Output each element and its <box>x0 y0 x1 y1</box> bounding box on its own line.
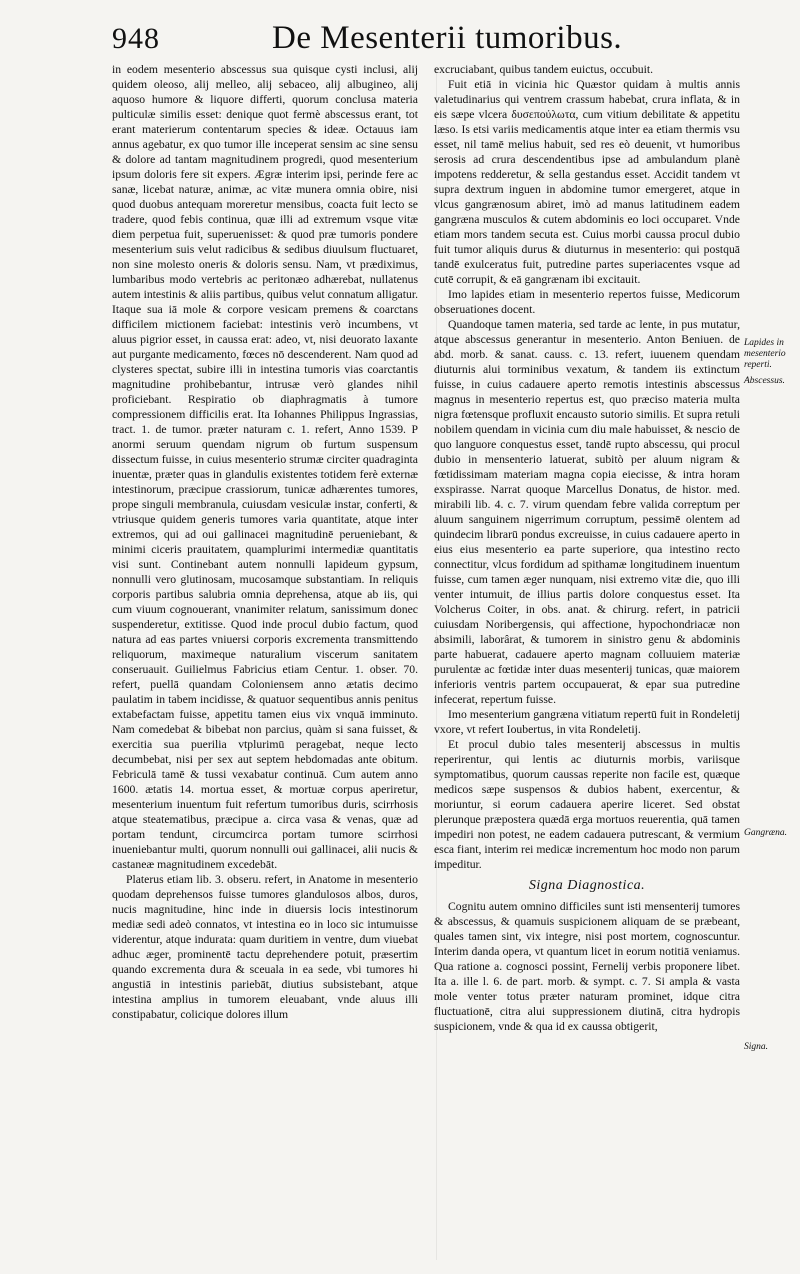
paragraph: Imo lapides etiam in mesenterio repertos fuisse, Medicorum obseruationes docent. <box>434 288 740 316</box>
right-column <box>434 62 740 1034</box>
margin-note-abscessus: Abscessus. <box>744 376 785 386</box>
page-number: 948 <box>112 22 160 55</box>
paragraph: Cognitu autem omnino difficiles sunt isti mensenterij tumores & abscessus, & quamuis suspicionem aliquam de se præbeant, quales tamen sint, vix integre, nisi post mortem, cognoscuntur. Interim danda opera, vt quantum licet in eorum notitiā veniamus. Qua ratione a. cognosci possint, Fernelij verbis proponere libet. Ita a. ille l. 6. de part. morb. & sympt. c. 7. Si ampla & vasta mole venter totus præter naturam prominet, idque citra fluctuationē, citra alui suppressionem diutinā, citra hydropis suspicionem, vnde & qua id ex caussa obtigerit, <box>434 900 740 1033</box>
paragraph: Quandoque tamen materia, sed tarde ac lente, in pus mutatur, atque abscessus generantur in mesenterio. Anton Beniuen. de abd. morb. & sanat. causs. c. 13. refert, iuuenem quendam diuturnis alui torminibus vexatum, & tandem iis extinctum fuisse, in cuius cadauere aperto remotis intestinis abscessus magnus in mesenterio repertus est, quo præciso materia multa nigra fœtensque profluxit encausto sutorio similis. Et supra retuli nobilem quendam in vicinia cum diu male habuisset, & nescio de quo languore conquestus esset, tandē rupto abscessu, qui procul dubio in mensenterio latuerat, subitò per aluum nigram & fœtidissimam materiam magna copia eiecisse, & intra horam exspirasse. Narrat quoque Marcellus Donatus, de histor. med. mirabili lib. 4. c. 7. virum quendam febre valida correptum per aluum sanguinem nigerrimum corruptum, pessimē olentem ad quindecim librarū pondus excreuisse, in cuius cadauere aperto in eius eius mesenterio ea parte superiore, qua intestino recto connectitur, vlcus fordidum ad spithamæ longitudinem inuentum fuisse, cum tamen æger nunquam, nisi extremo vitæ die, quo illi venter intumuit, de illius partis dolore conquestus esset. Ita Volcherus Coiter, in obs. anat. & chirurg. refert, in patricii cuiusdam Noribergensis, qui affectione, hypochondriacæ non absimili, laborârat, & tumorem in sinistro genu & abdominis parte habuerat, cadauere aperto magnam colluuiem materiæ purulentæ ac fœtidæ inter duas mesenterij tunicas, quæ maiorem inferioris ventris partem occupauerat, & epar sua putredine infecerat, repertum fuisse. <box>434 318 740 706</box>
section-heading: Signa Diagnostica. <box>528 878 646 893</box>
margin-note-gangraena: Gangræna. <box>744 828 788 838</box>
left-column <box>112 62 418 1022</box>
margin-notes <box>744 0 800 1274</box>
paragraph: Imo mesenterium gangræna vitiatum repertū fuit in Rondeletij vxore, vt refert Ioubertus, in vita Rondeletij. <box>434 708 740 736</box>
page-header <box>112 14 648 60</box>
paragraph: Platerus etiam lib. 3. obseru. refert, in Anatome in mesenterio quodam deprehensos fuisse tumores glandulosos albos, duros, nucis magnitudine, hinc inde in diuersis locis intestinorum mediæ sedi adeò connatos, vt intestina eo in loco sic intumuisse viderentur, atque indurata: quam duritiem in ventre, dum viuebat adhuc æger, prominentē tactu deprehendere potuit, præsertim quando excrementa dura & sceuala in ea sede, vbi tumores hi angustiā in intestinis pariebāt, diutius subsistebant, atque intestina amplius in tumorem eleuabant, vnde aluus illi constipabatur, colicique dolores illum <box>112 873 418 1021</box>
paragraph: in eodem mesenterio abscessus sua quisque cysti inclusi, alij quidem oleoso, alij melleo, alij sebaceo, alij albugineo, alij aquoso humore & liquore differti, quorum conclusa materia pulticulæ similis esset: denique quot fermè abscessus erant, tot erant materierum contentarum species & ideæ. Octauus iam annus agebatur, ex quo tumor ille inceperat sensim ac sine sensu & dolore ad tantam magnitudinem progredi, quod mesenterium ipsum doloris fere sit expers. Ægræ interim ipsi, perinde fere ac sanæ, licebat naturæ, animæ, ac vitæ munera omnia obire, nisi quod duobus antequam moreretur mensibus, coacta fuit lecto se tradere, quod febis continua, quæ illi ad extremum vsque vitæ diem perpetua fuit, superuenisset: & quod præ tumoris pondere mesenterium suis velut radicibus & sedibus diuulsum fluctuaret, non sine molesto oneris & doloris sensu. Nam, vt prædiximus, lumbaribus modo vertebris ac peritonæo adhærebat, nullatenus autem intestinis & aliis partibus, quibus velut connatum alligatur. Itaque sua iā mole & corpore vesicam premens & coarctans difficilem mictionem faciebat: intestinis verò incumbens, vt aluus pigrior esset, in caussa erat: adeo, vt, nisi deuorato laxante aut purgante medicamento, fœces nō descenderent. Nam quod ad clysteres spectat, subire illi in intestina tumoris vias coarctantis magnitudine prohibebantur, intrusæ verò glandes nihil proficiebant. Respiratio ob diaphragmatis à tumore compressionem difficilis erat. Ita Iohannes Philippus Ingrassias, tract. 1. de tumor. præter naturam c. 1. refert, Anno 1539. P anormi seruum quendam nigrum ob furtum suspensum dissectum fuisse, in cuius mesenterio strumæ circiter quadraginta inuentæ, præter quas in glandulis existentes totidem ferè externæ intestinorum, præcipue crassiorum, tunicæ adhærentes tumores, prope singuli membranula, cuiusdam vesiculæ instar, conferti, & vtriusque quidem generis tumores varia quantitate, atque inter extremos, qui ad oui gallinacei magnitudinē perueniebant, & minimi ciceris prauitatem, quamplurimi intermediæ quantitatis visi sunt. Continebant autem nonnulli lapideum gypsum, nonnulli vero glutinosam, mucosamque substantiam. In reliquis corporis partibus salubria omnia deprehensa, atque ab iis, qui cum viuum cognouerant, vnanimiter relatum, sanissimum donec suspenderetur, extitisse. Quod inde procul dubio factum, quod natura ad eas partes vniuersi corporis excrementa transmittendo reliquorum, maximeque naturalium viscerum sanitatem conseruauit. Guilielmus Fabricius etiam Centur. 1. obser. 70. refert, puellā quandam Coloniensem anno ætatis decimo paulatim in tabem incidisse, & quatuor sequentibus annis penitus extabefactam fuisse, appetitu tamen eius vix vnquā imminuto. Nam comedebat & bibebat non parcius, quàm si sana fuisset, & exercitia sua puerilia vtplurimū peragebat, neque lecto decumbebat, nisi per sex aut septem hebdomadas ante obitum. Febriculā tamē & tussi vexabatur continuā. Cum autem anno 1600. ætatis 14. mortua esset, & mortuæ corpus aperiretur, mesenterium inuentum fuit refertum tumoribus duris, scirrhosis atque steatematibus, præcipue a. circa vasa & venas, quæ ad portam tendunt, circumcirca portam tumore scirrhosi inueniebantur multi, quorum nonnulli oui gallinacei, alii nucis & castaneæ magnitudinem excedebāt. <box>112 63 418 871</box>
paragraph: Fuit etiā in vicinia hic Quæstor quidam à multis annis valetudinarius qui ventrem crassum habebat, crura inflata, & in eis sæpe vlcera δυσεπούλωτα, cum vitium debilitate & appetitu læso. Is etsi variis medicamentis atque inter ea etiam thermis vsu esset, nil tamē melius habuit, sed res eò deuenit, vt humoribus serosis ad crura descendentibus ipse ad ambulandum planè impotens redderetur, & sella gestandus esset. Accidit tandem vt supra dextrum inguen in abdomine tumor emergeret, atque in vlcus gangrænosum abiret, imò ad manus latitudinem eadem gangræna musculos & cutem abdominis eo loci occuparet. Vnde etiam mors tandem secuta est. Cuius morbi caussa procul dubio fuit tumor aliquis durus & diuturnus in mesenterio: qui postquā tandē exulceratus fuit, putredine partes superiacentes vsque ad cutē corrupit, & eā gangrænam ibi excitauit. <box>434 78 740 286</box>
running-title: De Mesenterii tumoribus. <box>272 20 623 56</box>
text-columns <box>112 62 740 1262</box>
margin-note-lapides: Lapides in mesenterio reperti. <box>744 338 786 370</box>
margin-note-signa: Signa. <box>744 1042 769 1052</box>
paragraph: excruciabant, quibus tandem euictus, occubuit. <box>434 63 654 76</box>
paragraph: Et procul dubio tales mesenterij abscessus in multis reperirentur, qui lentis ac diuturnis morbis, variisque symptomatibus, quorum caussas reperite non facile est, quæque medicos sæpe suspensos & dubios habent, exercentur, & moriuntur, si eorum cadauera aperire liceret. Sed obstat plerunque præpostera quædā erga mortuos reuerentia, quā tamen impediri non potest, ne eadem cadauera putrescant, & vermium esca fiant, interim rei medicæ incrementum hoc modo non parum impeditur. <box>434 738 740 871</box>
